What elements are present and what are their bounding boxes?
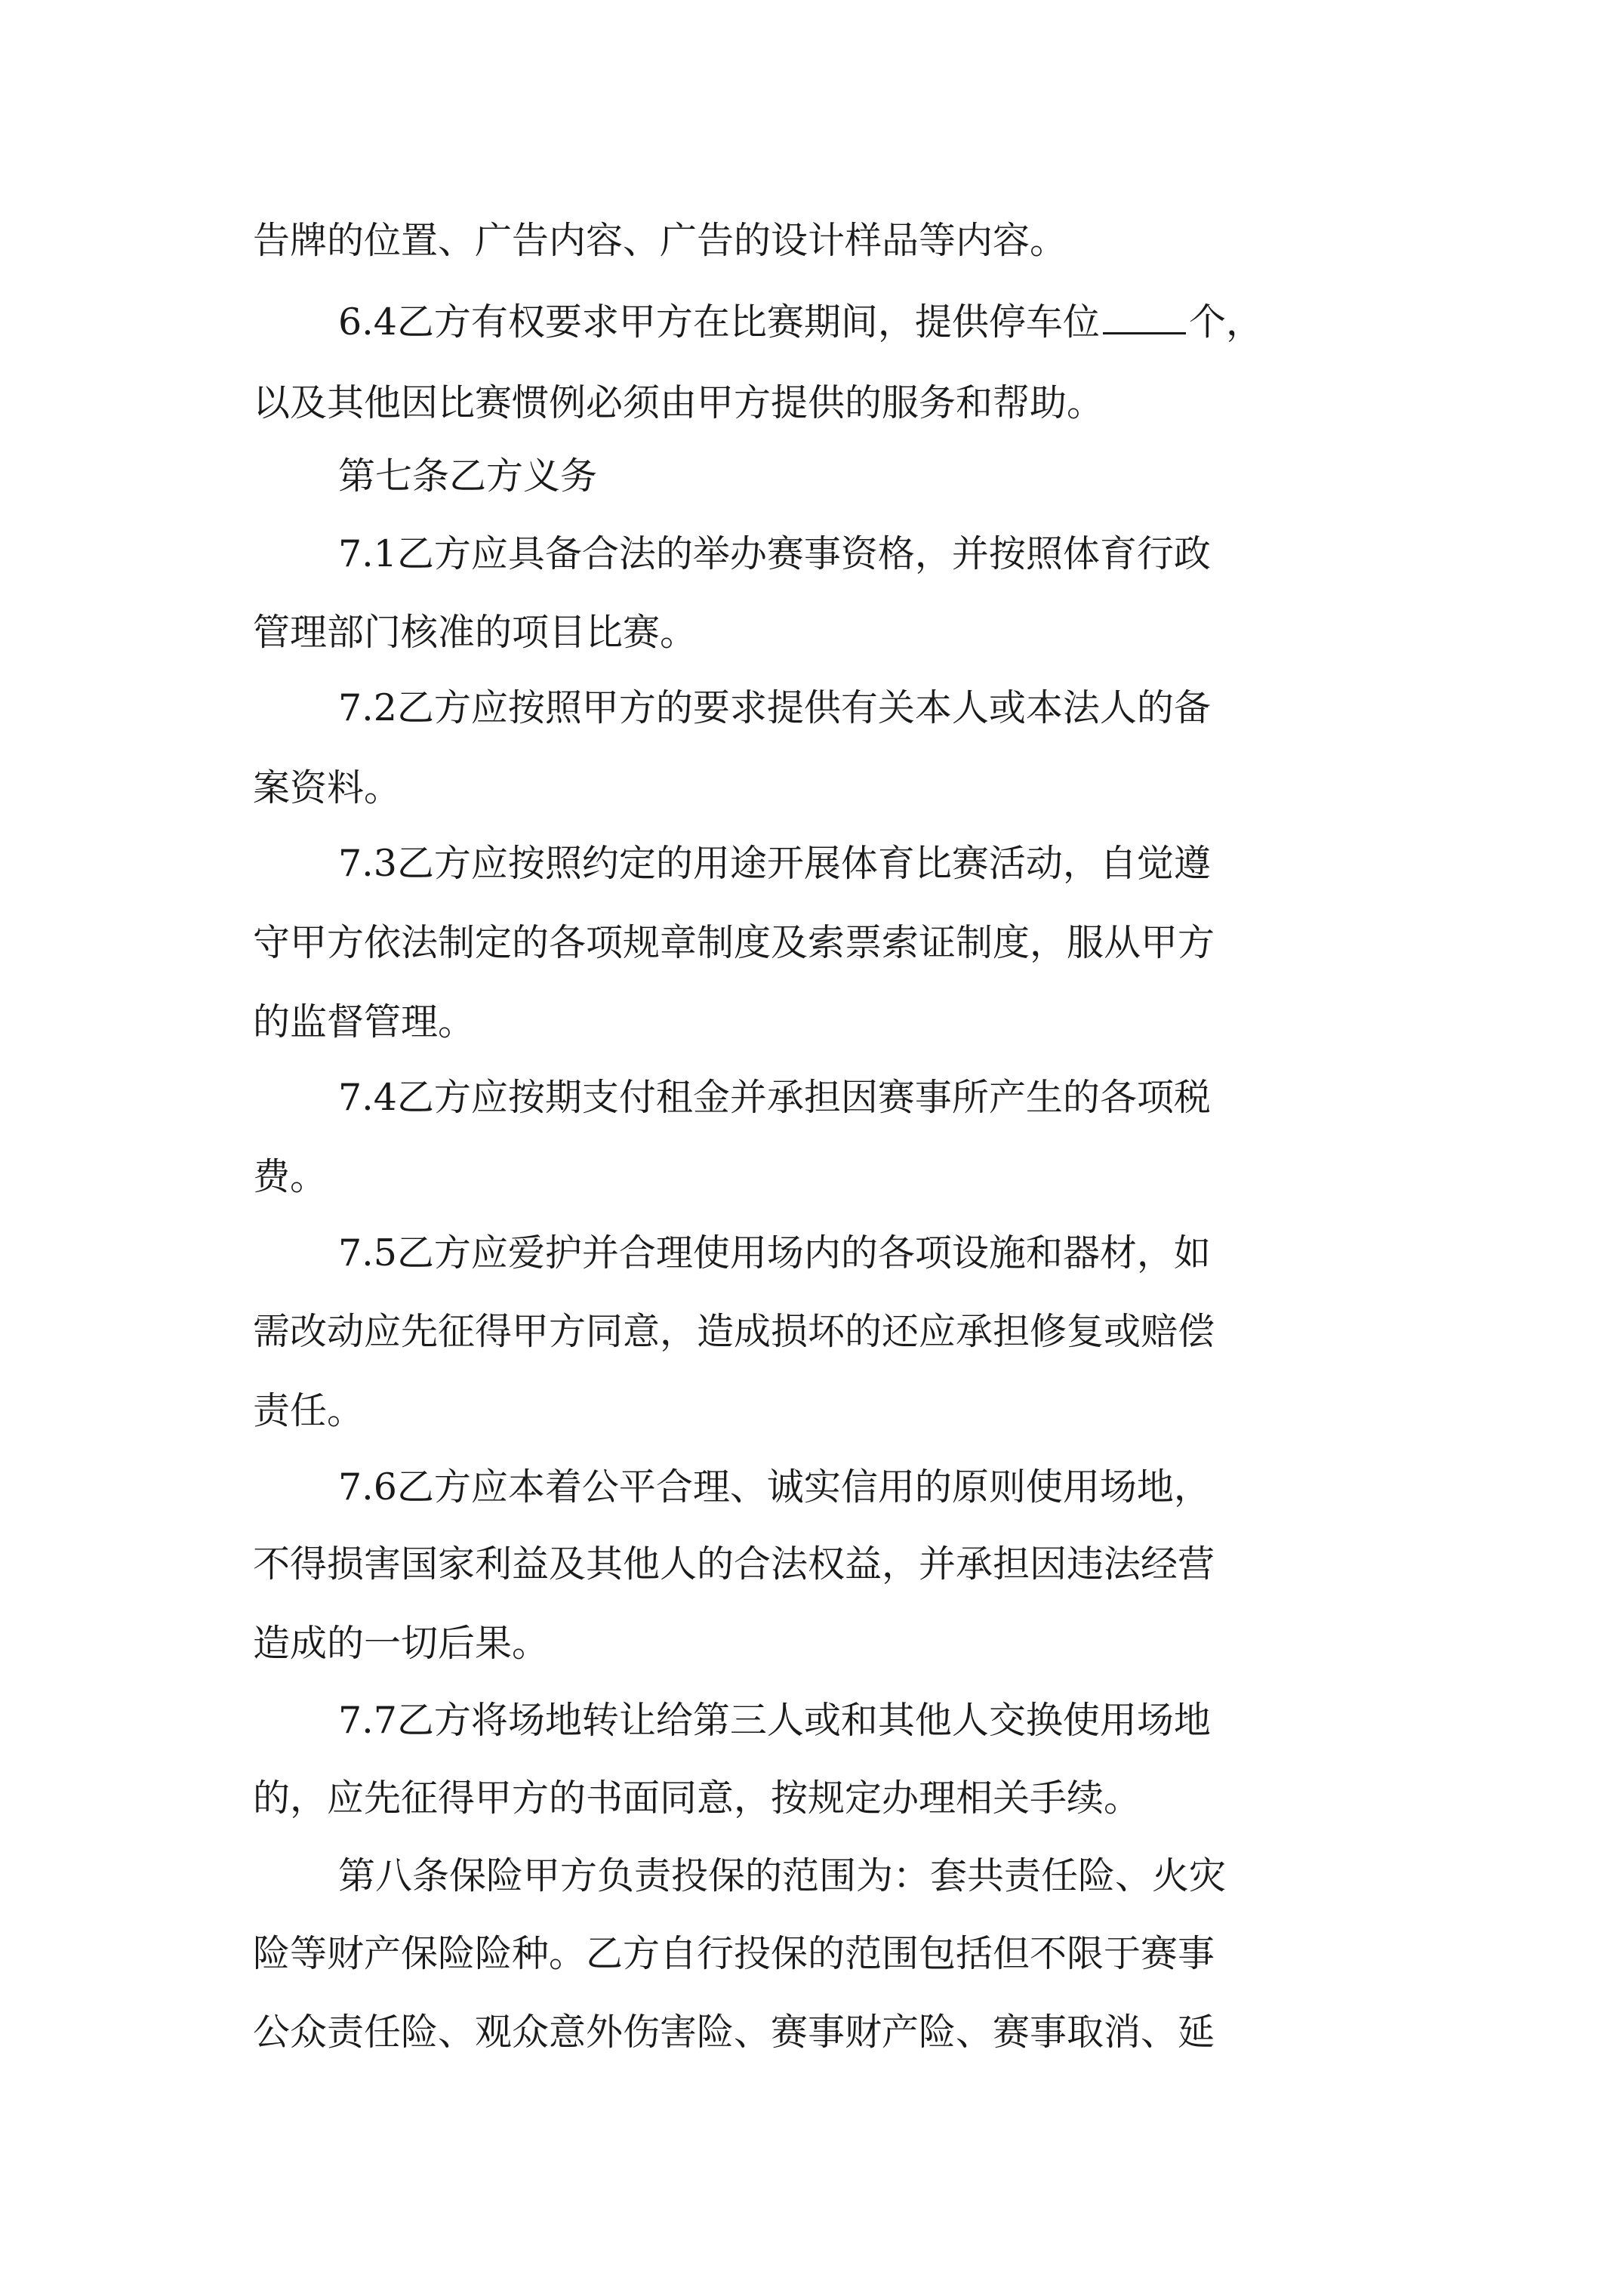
text-line: 费。 (253, 1155, 328, 1198)
text-line: 造成的一切后果。 (253, 1622, 550, 1665)
text-line: 第八条保险甲方负责投保的范围为：套共责任险、火灾 (338, 1854, 1227, 1897)
text-line: 7.7乙方将场地转让给第三人或和其他人交换使用场地 (338, 1699, 1211, 1742)
fill-in-blank (1103, 302, 1186, 334)
text-line: 7.5乙方应爱护并合理使用场内的各项设施和器材，如 (338, 1231, 1211, 1274)
text-line: 以及其他因比赛惯例必须由甲方提供的服务和帮助。 (253, 381, 1104, 424)
text-line: 案资料。 (253, 766, 402, 809)
text-line: 7.1乙方应具备合法的举办赛事资格，并按照体育行政 (338, 532, 1211, 575)
section-heading: 第七条乙方义务 (338, 455, 598, 498)
text-line: 7.3乙方应按照约定的用途开展体育比赛活动，自觉遵 (338, 842, 1211, 885)
text-line: 告牌的位置、广告内容、广告的设计样品等内容。 (253, 219, 1067, 262)
text-line: 险等财产保险险种。乙方自行投保的范围包括但不限于赛事 (253, 1932, 1215, 1975)
text-line: 不得损害国家利益及其他人的合法权益，并承担因违法经营 (253, 1542, 1215, 1586)
text-line: 7.2乙方应按照甲方的要求提供有关本人或本法人的备 (338, 686, 1211, 729)
text-line: 守甲方依法制定的各项规章制度及索票索证制度，服从甲方 (253, 921, 1215, 964)
text-line: 的，应先征得甲方的书面同意，按规定办理相关手续。 (253, 1777, 1141, 1820)
text-line: 7.6乙方应本着公平合理、诚实信用的原则使用场地， (338, 1465, 1211, 1509)
text-line: 责任。 (253, 1389, 365, 1432)
text-line: 7.4乙方应按期支付租金并承担因赛事所产生的各项税 (338, 1076, 1211, 1119)
text-line: 需改动应先征得甲方同意，造成损坏的还应承担修复或赔偿 (253, 1310, 1215, 1353)
text-span: 6.4乙方有权要求甲方在比赛期间，提供停车位 (338, 300, 1100, 344)
text-line: 公众责任险、观众意外伤害险、赛事财产险、赛事取消、延 (253, 2011, 1215, 2054)
text-line: 管理部门核准的项目比赛。 (253, 611, 698, 654)
text-span: 个， (1188, 300, 1263, 344)
text-line: 的监督管理。 (253, 1000, 476, 1043)
clause-6-4-line (338, 298, 1263, 347)
